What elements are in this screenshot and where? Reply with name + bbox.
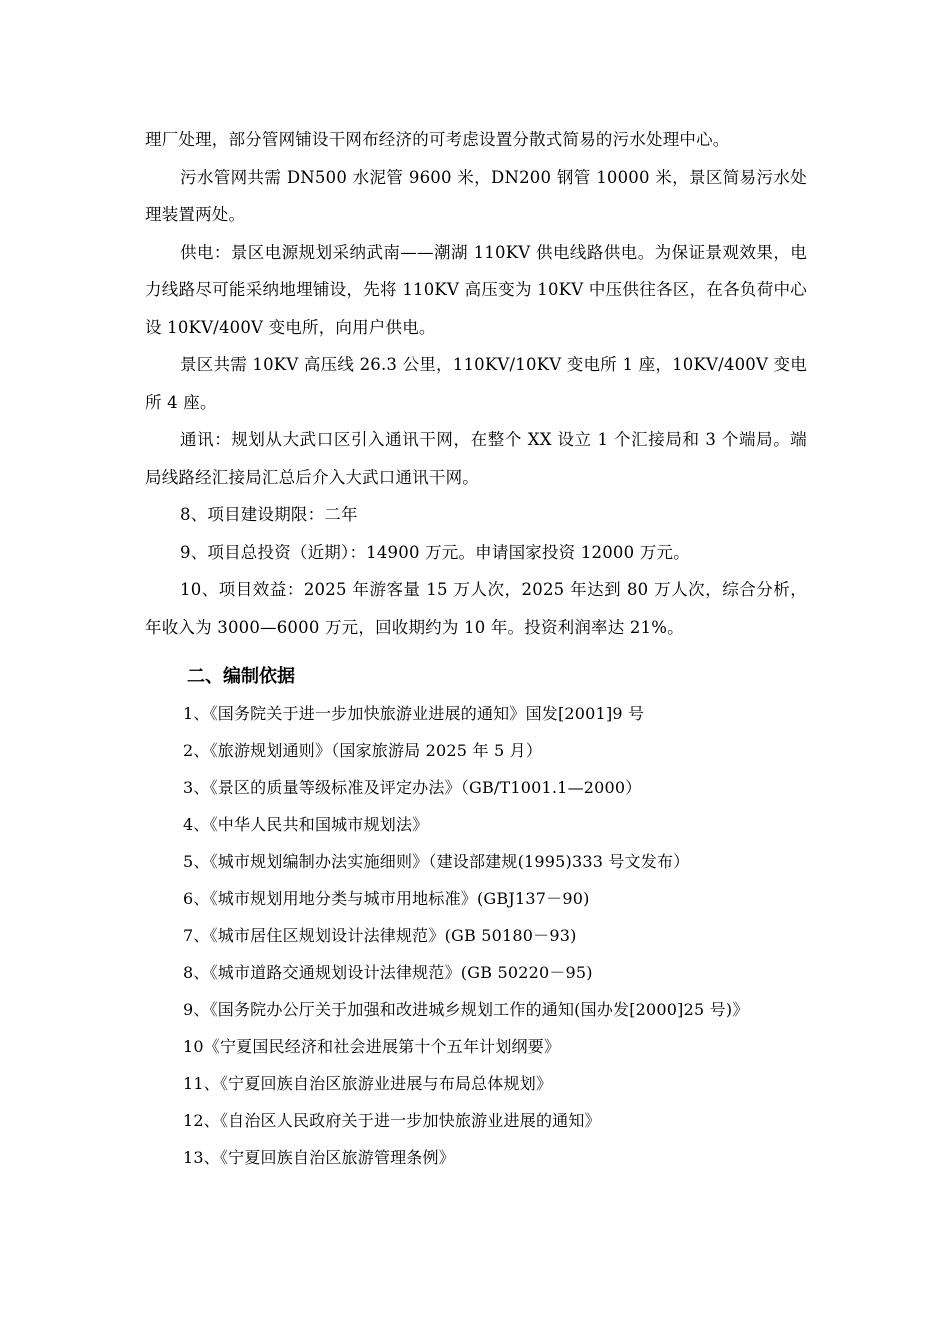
reference-list	[183, 702, 811, 1183]
reference-item: 2、《旅游规划通则》（国家旅游局 2025 年 5 月）	[183, 741, 543, 760]
reference-item: 6、《城市规划用地分类与城市用地标准》(GBJ137－90)	[183, 889, 590, 908]
reference-item: 11、《宁夏回族自治区旅游业进展与布局总体规划》	[183, 1074, 553, 1093]
reference-item: 13、《宁夏回族自治区旅游管理条例》	[183, 1148, 455, 1167]
reference-item: 4、《中华人民共和国城市规划法》	[183, 815, 429, 834]
paragraph-project-benefits: 10、项目效益：2025 年游客量 15 万人次，2025 年达到 80 万人次，综合分析，年收入为 3000—6000 万元，回收期约为 10 年。投资利润率达 21%。	[145, 580, 807, 637]
section-heading: 二、编制依据	[187, 666, 295, 687]
reference-item: 10《宁夏国民经济和社会进展第十个五年计划纲要》	[183, 1037, 561, 1056]
reference-item: 5、《城市规划编制办法实施细则》（建设部建规(1995)333 号文发布）	[183, 852, 690, 871]
reference-item: 9、《国务院办公厅关于加强和改进城乡规划工作的通知(国办发[2000]25 号)》	[183, 1000, 749, 1019]
paragraph-power-requirements: 景区共需 10KV 高压线 26.3 公里，110KV/10KV 变电所 1 座，10KV/400V 变电所 4 座。	[145, 355, 807, 412]
paragraph-construction-period: 8、项目建设期限：二年	[180, 505, 358, 524]
body-text	[145, 121, 807, 646]
paragraph-communications: 通讯：规划从大武口区引入通讯干网，在整个 XX 设立 1 个汇接局和 3 个端局。端局线路经汇接局汇总后介入大武口通讯干网。	[145, 430, 807, 487]
paragraph-sewage-pipes: 污水管网共需 DN500 水泥管 9600 米，DN200 钢管 10000 米，景区简易污水处理装置两处。	[145, 167, 807, 224]
reference-item: 8、《城市道路交通规划设计法律规范》(GB 50220－95)	[183, 963, 593, 982]
reference-item: 1、《国务院关于进一步加快旅游业进展的通知》国发[2001]9 号	[183, 704, 645, 723]
paragraph-sewage-treatment: 理厂处理，部分管网铺设干网布经济的可考虑设置分散式简易的污水处理中心。	[145, 130, 730, 149]
reference-item: 12、《自治区人民政府关于进一步加快旅游业进展的通知》	[183, 1111, 601, 1130]
reference-item: 7、《城市居住区规划设计法律规范》(GB 50180－93)	[183, 926, 577, 945]
reference-item: 3、《景区的质量等级标准及评定办法》（GB/T1001.1—2000）	[183, 778, 642, 797]
paragraph-total-investment: 9、项目总投资（近期）：14900 万元。申请国家投资 12000 万元。	[180, 542, 690, 562]
paragraph-power-supply: 供电：景区电源规划采纳武南——潮湖 110KV 供电线路供电。为保证景观效果，电力线路尽可能采纳地埋铺设，先将 110KV 高压变为 10KV 中压供往各区，在各负荷中心设 10KV/400V 变电所，向用户供电。	[145, 242, 807, 337]
